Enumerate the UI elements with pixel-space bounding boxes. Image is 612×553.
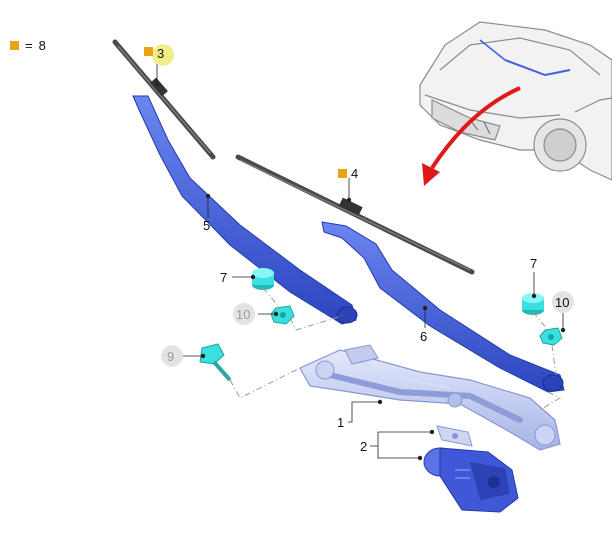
marked-part-4-square-icon xyxy=(338,169,347,178)
nut-10-right xyxy=(540,328,562,345)
callout-3: 3 xyxy=(157,46,165,61)
callout-9: 9 xyxy=(167,349,175,364)
callout-7-left: 7 xyxy=(220,270,228,285)
callout-10-left: 10 xyxy=(236,307,251,322)
callout-7-right: 7 xyxy=(530,256,538,271)
cap-7-left xyxy=(252,268,274,290)
callout-10-right: 10 xyxy=(555,295,570,310)
bolt-9 xyxy=(200,344,230,380)
vehicle-front-illustration xyxy=(420,22,612,180)
legend-equals: = xyxy=(25,38,33,53)
callout-6: 6 xyxy=(420,329,428,344)
wiper-arm-5 xyxy=(133,96,357,324)
callout-1: 1 xyxy=(337,415,345,430)
callout-2: 2 xyxy=(360,439,368,454)
wiper-motor xyxy=(424,448,518,512)
callout-4: 4 xyxy=(351,166,359,181)
motor-bracket xyxy=(437,426,472,446)
marked-part-3-square-icon xyxy=(144,47,153,56)
callout-5: 5 xyxy=(203,218,211,233)
legend-count: 8 xyxy=(38,38,46,53)
